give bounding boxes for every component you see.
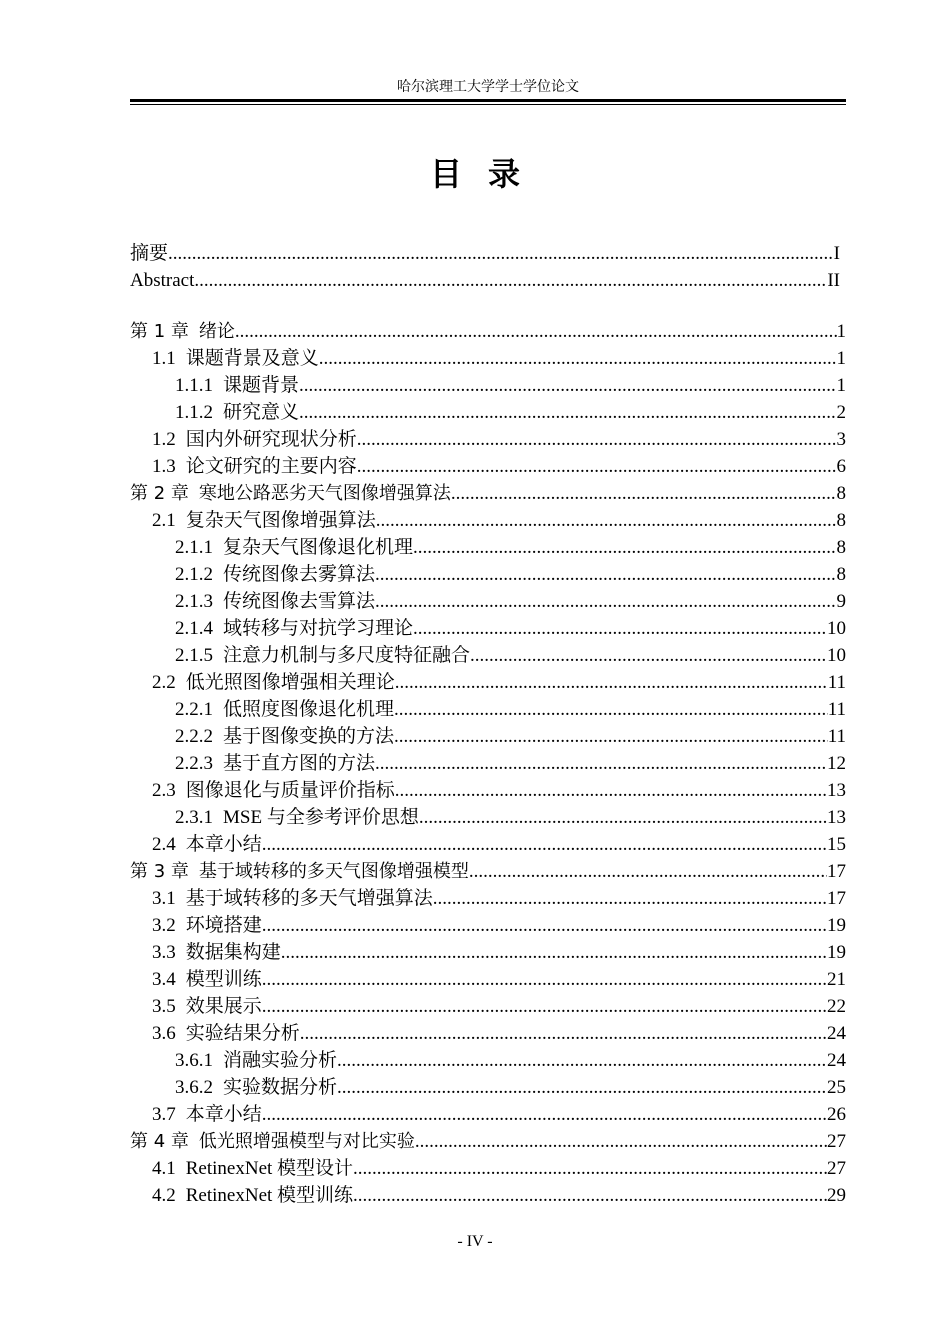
toc-entry-title: 数据集构建 xyxy=(185,942,281,963)
toc-entry-title: 绪论 xyxy=(198,321,235,342)
toc-dot-leader xyxy=(395,669,828,696)
running-header: 哈尔滨理工大学学士学位论文 xyxy=(397,80,579,95)
toc-dot-leader xyxy=(376,507,837,534)
toc-entry-label xyxy=(152,426,357,453)
title-char-2: 录 xyxy=(488,155,521,193)
toc-dot-leader xyxy=(413,534,836,561)
toc-section-entry[interactable] xyxy=(130,1020,846,1047)
toc-entry-title: 国内外研究现状分析 xyxy=(185,429,357,450)
toc-entry-title: 环境搭建 xyxy=(185,915,262,936)
toc-entry-label xyxy=(175,534,413,561)
toc-entry-page: I xyxy=(833,243,840,264)
toc-dot-leader xyxy=(194,267,827,294)
toc-entry-title: 复杂天气图像增强算法 xyxy=(185,510,376,531)
toc-entry-number: 3.6.1 xyxy=(175,1050,213,1071)
toc-dot-leader xyxy=(353,1182,827,1209)
toc-entry-page: 26 xyxy=(827,1104,846,1125)
toc-chapter-entry[interactable] xyxy=(130,480,846,507)
toc-entry-page: 29 xyxy=(827,1185,846,1206)
toc-entry-number: 2.3.1 xyxy=(175,807,213,828)
toc-entry-number: 1.2 xyxy=(152,429,176,450)
header-rule-thin xyxy=(130,104,846,105)
toc-subsection-entry[interactable] xyxy=(130,372,846,399)
toc-subsection-entry[interactable] xyxy=(130,1047,846,1074)
toc-dot-leader xyxy=(319,345,837,372)
toc-entry-page: 8 xyxy=(836,483,846,504)
toc-entry-page: 8 xyxy=(836,564,846,585)
toc-entry-page: 1 xyxy=(836,321,846,342)
toc-entry-number: 3.7 xyxy=(152,1104,176,1125)
toc-dot-leader xyxy=(168,240,834,267)
toc-entry-page: 11 xyxy=(827,672,846,693)
toc-entry-title: 本章小结 xyxy=(185,1104,262,1125)
toc-entry-page: 12 xyxy=(827,753,846,774)
toc-entry-page: 15 xyxy=(827,834,846,855)
toc-entry-number: 2.2 xyxy=(152,672,176,693)
toc-entry-title: 效果展示 xyxy=(185,996,262,1017)
toc-dot-leader xyxy=(413,615,827,642)
toc-entry-page: 11 xyxy=(827,699,846,720)
toc-entry[interactable] xyxy=(130,240,846,267)
toc-entry-title: 图像退化与质量评价指标 xyxy=(185,780,395,801)
toc-entry-title: 低光照增强模型与对比实验 xyxy=(198,1131,415,1152)
toc-subsection-entry[interactable] xyxy=(130,696,846,723)
toc-entry-title: RetinexNet 模型训练 xyxy=(185,1185,354,1206)
toc-section-entry[interactable] xyxy=(130,831,846,858)
toc-entry-label xyxy=(175,642,470,669)
toc-entry-title: 传统图像去雪算法 xyxy=(223,591,376,612)
toc-entry-label xyxy=(130,318,235,345)
toc-entry-number: 2.1.4 xyxy=(175,618,213,639)
toc-entry-label xyxy=(175,750,375,777)
toc-entry-number: 1.1.1 xyxy=(175,375,213,396)
toc-dot-leader xyxy=(375,588,836,615)
toc-dot-leader xyxy=(262,1101,827,1128)
toc-entry-label: Abstract xyxy=(130,270,195,291)
toc-entry-label xyxy=(152,507,376,534)
toc-entry-number: 2.1.2 xyxy=(175,564,213,585)
toc-entry-title: 域转移与对抗学习理论 xyxy=(223,618,414,639)
toc-subsection-entry[interactable] xyxy=(130,615,846,642)
toc-entry-page: 9 xyxy=(836,591,846,612)
toc-entry-number: 4.1 xyxy=(152,1158,176,1179)
toc-entry-page: 8 xyxy=(836,510,846,531)
toc-entry-number: 3.1 xyxy=(152,888,176,909)
toc-entry-label xyxy=(175,723,394,750)
toc-dot-leader xyxy=(394,723,828,750)
toc-entry-title: 论文研究的主要内容 xyxy=(185,456,357,477)
toc-dot-leader xyxy=(419,804,827,831)
toc-section-entry[interactable] xyxy=(130,1155,846,1182)
toc-entry-page: 13 xyxy=(827,780,846,801)
toc-entry-label xyxy=(175,1047,337,1074)
toc-entry-number: 2.2.3 xyxy=(175,753,213,774)
toc-entry-number: 2.1 xyxy=(152,510,176,531)
toc-entry-number: 第 1 章 xyxy=(130,321,189,342)
toc-entry-page: 1 xyxy=(836,375,846,396)
toc-subsection-entry[interactable] xyxy=(130,642,846,669)
title-char-1: 目 xyxy=(429,155,462,193)
toc-entry-number: 2.1.1 xyxy=(175,537,213,558)
toc-entry-number: 2.3 xyxy=(152,780,176,801)
toc-entry-page: 19 xyxy=(827,942,846,963)
toc-entry-number: 第 3 章 xyxy=(130,861,189,882)
toc-entry-label xyxy=(152,777,395,804)
toc-dot-leader xyxy=(299,372,836,399)
toc-entry-title: 基于域转移的多天气增强算法 xyxy=(185,888,433,909)
toc-subsection-entry[interactable] xyxy=(130,399,846,426)
toc-entry-label: 摘要 xyxy=(130,243,169,264)
toc-chapter-entry[interactable] xyxy=(130,318,846,345)
toc-entry-title: 基于图像变换的方法 xyxy=(223,726,395,747)
toc-subsection-entry[interactable] xyxy=(130,534,846,561)
toc-chapter-entry[interactable] xyxy=(130,858,846,885)
toc-entry-title: MSE 与全参考评价思想 xyxy=(223,807,419,828)
toc-entry-number: 3.2 xyxy=(152,915,176,936)
toc-section-entry[interactable] xyxy=(130,966,846,993)
toc-entry-title: 实验数据分析 xyxy=(223,1077,338,1098)
toc-subsection-entry[interactable] xyxy=(130,750,846,777)
toc-dot-leader xyxy=(337,1047,827,1074)
toc-entry-number: 3.6 xyxy=(152,1023,176,1044)
toc-entry-number: 3.4 xyxy=(152,969,176,990)
toc-front-matter xyxy=(130,240,846,294)
toc-entry-label xyxy=(152,453,357,480)
toc-entry-title: 课题背景及意义 xyxy=(185,348,319,369)
page-number-footer: - IV - xyxy=(457,1233,493,1250)
toc-section-entry[interactable] xyxy=(130,426,846,453)
toc-entry-label xyxy=(175,1074,337,1101)
toc-dot-leader xyxy=(395,777,827,804)
toc-entry-label xyxy=(175,696,394,723)
toc-entry-title: 基于域转移的多天气图像增强模型 xyxy=(198,861,469,882)
toc-section-entry[interactable] xyxy=(130,777,846,804)
toc-entry-page: 17 xyxy=(827,888,846,909)
toc-dot-leader xyxy=(235,318,837,345)
toc-dot-leader xyxy=(394,696,828,723)
toc-entry-title: 模型训练 xyxy=(185,969,262,990)
toc-entry-label xyxy=(175,588,375,615)
toc-chapter-entry[interactable] xyxy=(130,1128,846,1155)
toc-entry-label xyxy=(152,1155,353,1182)
toc-entry-label xyxy=(152,912,262,939)
toc-entry-label xyxy=(175,615,413,642)
toc-entry-title: 低照度图像退化机理 xyxy=(223,699,395,720)
toc-entry-title: 低光照图像增强相关理论 xyxy=(185,672,395,693)
toc-entry-label xyxy=(175,399,299,426)
toc-entry-page: 10 xyxy=(827,645,846,666)
toc-entry-title: 寒地公路恶劣天气图像增强算法 xyxy=(198,483,451,504)
toc-dot-leader xyxy=(262,912,827,939)
toc-entry-number: 2.1.5 xyxy=(175,645,213,666)
toc-entry-number: 2.4 xyxy=(152,834,176,855)
toc-subsection-entry[interactable] xyxy=(130,804,846,831)
toc-dot-leader xyxy=(281,939,827,966)
toc-entry-page: 2 xyxy=(836,402,846,423)
toc-dot-leader xyxy=(300,1020,827,1047)
toc-section-entry[interactable] xyxy=(130,885,846,912)
toc-entry-number: 2.1.3 xyxy=(175,591,213,612)
toc-dot-leader xyxy=(262,831,827,858)
page-title xyxy=(0,153,950,195)
header-rule-thick xyxy=(130,99,846,102)
toc-entry-page: 3 xyxy=(836,429,846,450)
toc-entry-number: 2.2.2 xyxy=(175,726,213,747)
toc-dot-leader xyxy=(415,1128,827,1155)
toc-entry-page: 25 xyxy=(827,1077,846,1098)
toc-subsection-entry[interactable] xyxy=(130,588,846,615)
toc-entry-title: 消融实验分析 xyxy=(223,1050,338,1071)
toc-entry-number: 3.6.2 xyxy=(175,1077,213,1098)
toc-entry-label xyxy=(152,345,319,372)
toc-section-entry[interactable] xyxy=(130,507,846,534)
toc-entry-number: 4.2 xyxy=(152,1185,176,1206)
toc-entry-page: 13 xyxy=(827,807,846,828)
toc-dot-leader xyxy=(357,426,837,453)
toc-entry-page: 27 xyxy=(827,1158,846,1179)
toc-section-entry[interactable] xyxy=(130,912,846,939)
toc-dot-leader xyxy=(353,1155,827,1182)
toc-entry-title: 实验结果分析 xyxy=(185,1023,300,1044)
toc-body xyxy=(130,318,846,1209)
toc-section-entry[interactable] xyxy=(130,993,846,1020)
toc-dot-leader xyxy=(451,480,837,507)
toc-entry-label xyxy=(130,480,451,507)
toc-section-entry[interactable] xyxy=(130,669,846,696)
toc-dot-leader xyxy=(299,399,836,426)
toc-entry-page: 24 xyxy=(827,1023,846,1044)
toc-entry-label xyxy=(152,669,395,696)
toc-entry-label xyxy=(152,885,433,912)
toc-entry-page: 24 xyxy=(827,1050,846,1071)
toc-dot-leader xyxy=(375,750,827,777)
toc-dot-leader xyxy=(337,1074,827,1101)
toc-subsection-entry[interactable] xyxy=(130,561,846,588)
toc-entry[interactable] xyxy=(130,267,846,294)
toc-entry-title: 复杂天气图像退化机理 xyxy=(223,537,414,558)
toc-dot-leader xyxy=(262,993,827,1020)
toc-entry-page: 17 xyxy=(827,861,846,882)
toc-dot-leader xyxy=(357,453,837,480)
toc-entry-label xyxy=(152,831,262,858)
toc-entry-label xyxy=(152,1182,353,1209)
toc-entry-title: 基于直方图的方法 xyxy=(223,753,376,774)
toc-section-entry[interactable] xyxy=(130,1182,846,1209)
toc-entry-page: 22 xyxy=(827,996,846,1017)
toc-entry-label xyxy=(130,858,469,885)
toc-entry-title: 本章小结 xyxy=(185,834,262,855)
toc-entry-page: 1 xyxy=(836,348,846,369)
toc-entry-number: 3.5 xyxy=(152,996,176,1017)
toc-entry-label xyxy=(152,993,262,1020)
toc-entry-title: RetinexNet 模型设计 xyxy=(185,1158,354,1179)
toc-entry-label xyxy=(152,966,262,993)
toc-entry-label xyxy=(152,939,281,966)
toc-entry-label xyxy=(175,561,375,588)
toc-entry-page: 27 xyxy=(827,1131,846,1152)
toc-entry-title: 注意力机制与多尺度特征融合 xyxy=(223,645,471,666)
toc-entry-number: 第 4 章 xyxy=(130,1131,189,1152)
toc-dot-leader xyxy=(470,642,827,669)
toc-subsection-entry[interactable] xyxy=(130,723,846,750)
toc-dot-leader xyxy=(262,966,827,993)
toc-dot-leader xyxy=(433,885,827,912)
toc-entry-number: 1.1.2 xyxy=(175,402,213,423)
toc-dot-leader xyxy=(469,858,827,885)
toc-section-entry[interactable] xyxy=(130,1101,846,1128)
toc-entry-page: II xyxy=(827,270,840,291)
toc-entry-title: 课题背景 xyxy=(223,375,300,396)
toc-entry-title: 传统图像去雾算法 xyxy=(223,564,376,585)
toc-entry-label xyxy=(175,804,419,831)
toc-entry-label xyxy=(152,1101,262,1128)
toc-entry-page: 8 xyxy=(836,537,846,558)
toc-section-entry[interactable] xyxy=(130,453,846,480)
toc-entry-label xyxy=(130,1128,415,1155)
toc-entry-page: 19 xyxy=(827,915,846,936)
toc-entry-page: 10 xyxy=(827,618,846,639)
toc-entry-number: 2.2.1 xyxy=(175,699,213,720)
toc-section-entry[interactable] xyxy=(130,939,846,966)
toc-entry-number: 3.3 xyxy=(152,942,176,963)
toc-entry-page: 6 xyxy=(836,456,846,477)
toc-dot-leader xyxy=(375,561,836,588)
toc-entry-title: 研究意义 xyxy=(223,402,300,423)
toc-entry-number: 第 2 章 xyxy=(130,483,189,504)
toc-entry-number: 1.3 xyxy=(152,456,176,477)
toc-section-entry[interactable] xyxy=(130,345,846,372)
toc-entry-number: 1.1 xyxy=(152,348,176,369)
toc-subsection-entry[interactable] xyxy=(130,1074,846,1101)
toc-entry-label xyxy=(175,372,299,399)
toc-entry-label xyxy=(152,1020,300,1047)
toc-entry-page: 21 xyxy=(827,969,846,990)
toc-entry-page: 11 xyxy=(827,726,846,747)
